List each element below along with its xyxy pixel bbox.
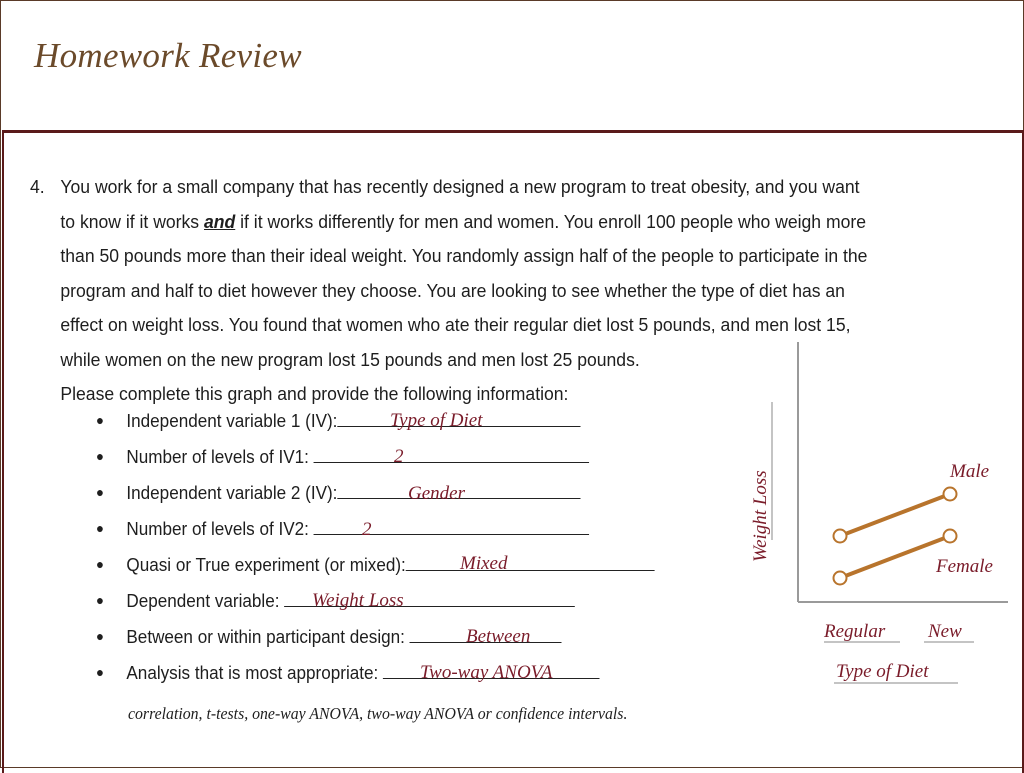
data-point — [834, 572, 847, 585]
bullet-icon: ● — [96, 484, 105, 500]
answer-iv2: Gender — [408, 483, 465, 504]
problem-line: than 50 pounds more than their ideal weight. You randomly assign half of the people to participate in the — [60, 245, 868, 266]
problem-line-part: to know if it works — [60, 210, 204, 232]
slide-title: Homework Review — [34, 36, 302, 75]
answer-design: Between — [466, 626, 531, 647]
series-line-male — [840, 494, 950, 536]
series-label-female: Female — [936, 556, 993, 577]
x-tick-label: New — [928, 621, 962, 642]
problem-line: effect on weight loss. You found that women who ate their regular diet lost 5 pounds, and men lost 15, — [60, 314, 851, 335]
bullet-icon: ● — [96, 448, 105, 464]
question-label: Dependent variable: — [126, 591, 285, 611]
answer-experiment-type: Mixed — [460, 553, 508, 574]
bullet-icon: ● — [96, 628, 105, 644]
bullet-icon: ● — [96, 520, 105, 536]
question-label: Number of levels of IV1: — [126, 447, 314, 467]
question-label: Between or within participant design: — [126, 627, 410, 647]
answer-blank — [314, 444, 590, 463]
answer-dv: Weight Loss — [312, 590, 404, 611]
answer-analysis: Two-way ANOVA — [420, 662, 553, 683]
problem-line: Please complete this graph and provide the following information: — [60, 383, 569, 404]
problem-number: 4. — [30, 176, 45, 197]
bullet-icon: ● — [96, 556, 105, 572]
problem-line: You work for a small company that has recently designed a new program to treat obesity, and you want — [60, 176, 860, 197]
interaction-graph — [730, 340, 1020, 700]
answer-iv2-levels: 2 — [362, 519, 372, 540]
problem-line — [60, 205, 932, 240]
data-point — [834, 530, 847, 543]
x-axis-label: Type of Diet — [836, 661, 929, 682]
analysis-options-footnote: correlation, t-tests, one-way ANOVA, two-way ANOVA or confidence intervals. — [128, 704, 628, 723]
series-label-male: Male — [950, 461, 990, 482]
x-tick-label: Regular — [824, 621, 886, 642]
bullet-icon: ● — [96, 412, 105, 428]
data-point — [944, 488, 957, 501]
problem-line: program and half to diet however they choose. You are looking to see whether the type of diet has an — [60, 279, 845, 301]
answer-blank — [314, 516, 590, 535]
data-point — [944, 530, 957, 543]
question-label: Number of levels of IV2: — [126, 519, 314, 539]
question-label: Quasi or True experiment (or mixed): — [126, 555, 406, 575]
problem-line: while women on the new program lost 15 pounds and men lost 25 pounds. — [60, 348, 640, 370]
answer-blank — [406, 552, 655, 571]
question-label: Analysis that is most appropriate: — [126, 663, 384, 683]
question-label: Independent variable 2 (IV): — [126, 483, 338, 503]
answer-iv1: Type of Diet — [390, 410, 483, 431]
question-label: Independent variable 1 (IV): — [126, 411, 338, 431]
bullet-icon: ● — [96, 664, 105, 680]
series-line-female — [840, 536, 950, 578]
bullet-icon: ● — [96, 592, 105, 608]
emphasis-and: and — [203, 210, 236, 232]
problem-line-part: if it works differently for men and women. You enroll 100 people who weigh more — [235, 210, 867, 232]
series-layer — [834, 461, 993, 585]
y-axis-label: Weight Loss — [750, 470, 771, 562]
answer-iv1-levels: 2 — [394, 446, 404, 467]
